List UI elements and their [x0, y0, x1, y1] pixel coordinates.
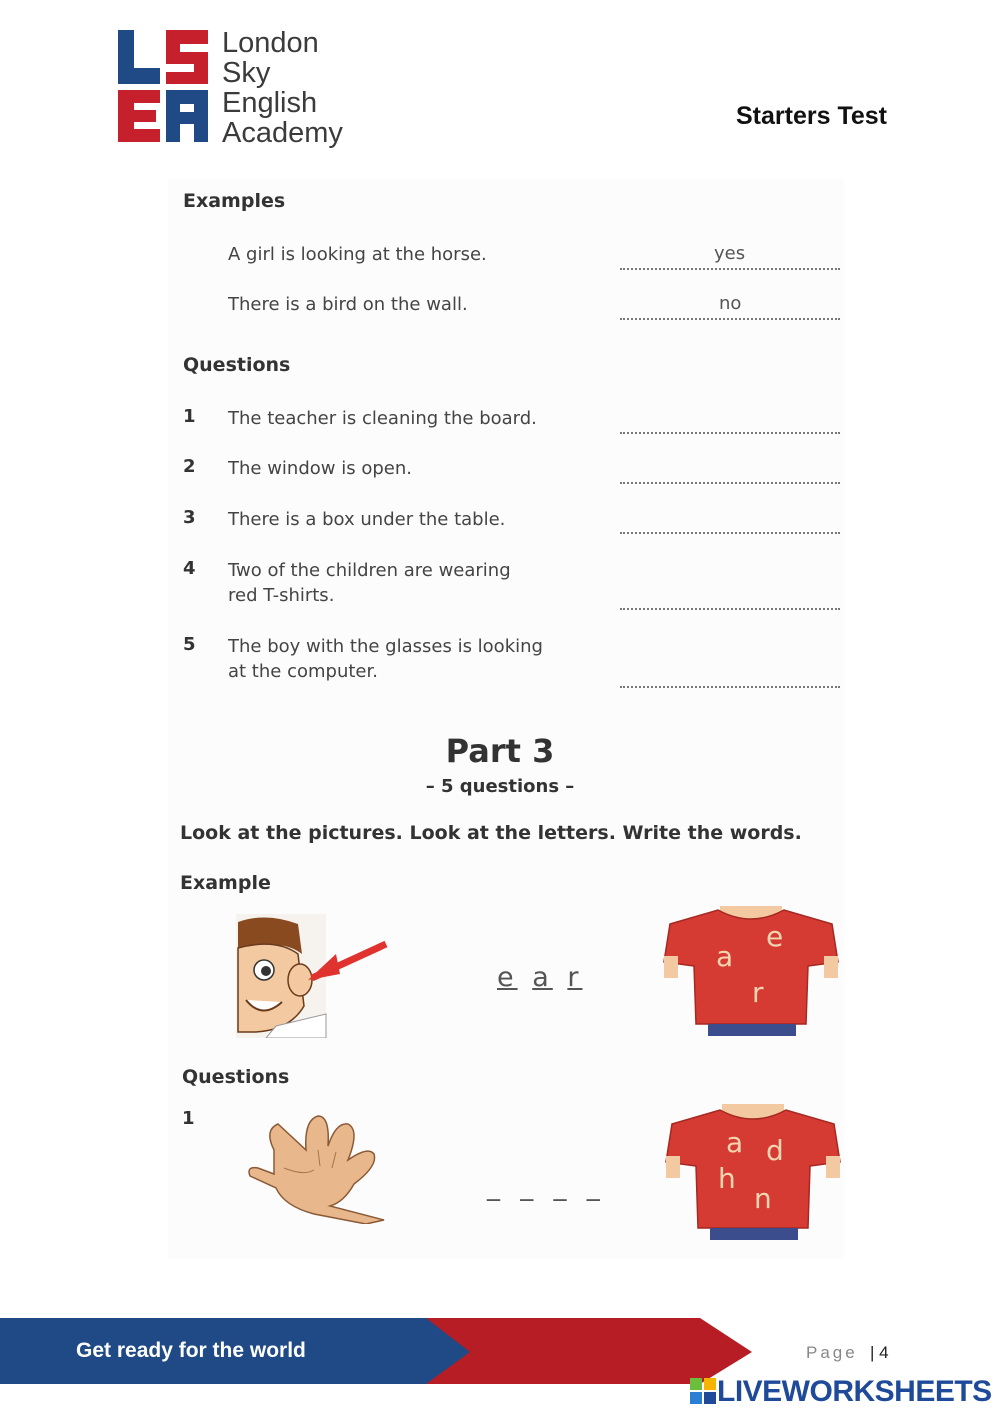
part-3-questions-heading: Questions	[182, 1066, 290, 1088]
liveworksheets-logo-icon	[690, 1378, 716, 1404]
answer-input-5[interactable]	[620, 666, 840, 688]
question-text-4-line1: Two of the children are wearing	[228, 560, 511, 581]
logo-line-sky: Sky	[222, 57, 271, 89]
lsea-logo-mark	[118, 30, 210, 142]
part-3-question-number-1: 1	[182, 1108, 195, 1129]
logo-wordmark	[222, 28, 343, 148]
question-text-1: The teacher is cleaning the board.	[228, 408, 537, 429]
question-text-3: There is a box under the table.	[228, 509, 506, 530]
document-title: Starters Test	[736, 102, 887, 130]
q1-shirt-letter-h: h	[718, 1162, 736, 1195]
question-number-1: 1	[183, 406, 196, 427]
logo-line-academy: Academy	[222, 117, 343, 149]
footer-tagline: Get ready for the world	[76, 1339, 306, 1362]
question-number-4: 4	[183, 558, 196, 579]
question-text-5-line2: at the computer.	[228, 661, 378, 682]
example-letter-3: r	[567, 962, 583, 993]
example-word	[497, 962, 584, 993]
questions-heading: Questions	[183, 354, 291, 376]
q1-shirt-letter-n: n	[754, 1182, 772, 1215]
answer-input-2[interactable]	[620, 462, 840, 484]
example-heading: Example	[180, 872, 271, 894]
example-sentence-1: A girl is looking at the horse.	[228, 244, 487, 265]
q1-shirt-letter-d: d	[766, 1134, 784, 1167]
question-number-2: 2	[183, 456, 196, 477]
example-letter-1: e	[497, 962, 518, 993]
question-text-4-line2: red T-shirts.	[228, 585, 335, 606]
liveworksheets-brand[interactable]: LIVEWORKSHEETS	[717, 1375, 992, 1408]
example-answer-1: yes	[714, 243, 746, 264]
page-number: | 4	[870, 1343, 889, 1362]
question-1-answer-blanks[interactable]: _ _ _ _	[487, 1172, 606, 1202]
answer-input-4[interactable]	[620, 588, 840, 610]
shirt-letter-a: a	[716, 940, 734, 973]
answer-input-3[interactable]	[620, 512, 840, 534]
question-number-3: 3	[183, 507, 196, 528]
page-label: Page	[806, 1343, 858, 1362]
question-1-tshirt	[662, 1104, 844, 1242]
question-number-5: 5	[183, 634, 196, 655]
worksheet-scan	[168, 178, 844, 1258]
answer-input-1[interactable]	[620, 412, 840, 434]
q1-shirt-letter-a: a	[726, 1126, 744, 1159]
part-3-title: Part 3	[445, 732, 555, 770]
logo-line-english: English	[222, 87, 318, 119]
part-3-subtitle: – 5 questions –	[425, 776, 575, 797]
example-letter-2: a	[532, 962, 553, 993]
shirt-letter-e: e	[766, 920, 784, 953]
boy-face-ear-illustration	[236, 914, 396, 1038]
shirt-letter-r: r	[752, 976, 764, 1009]
part-3-instruction: Look at the pictures. Look at the letters. Write the words.	[180, 822, 802, 844]
example-answer-2: no	[719, 293, 742, 314]
example-sentence-2: There is a bird on the wall.	[228, 294, 468, 315]
question-text-2: The window is open.	[228, 458, 412, 479]
question-text-5-line1: The boy with the glasses is looking	[228, 636, 543, 657]
hand-illustration	[244, 1110, 394, 1224]
examples-heading: Examples	[183, 190, 286, 212]
logo-line-london: London	[222, 27, 319, 59]
example-tshirt	[660, 906, 842, 1038]
